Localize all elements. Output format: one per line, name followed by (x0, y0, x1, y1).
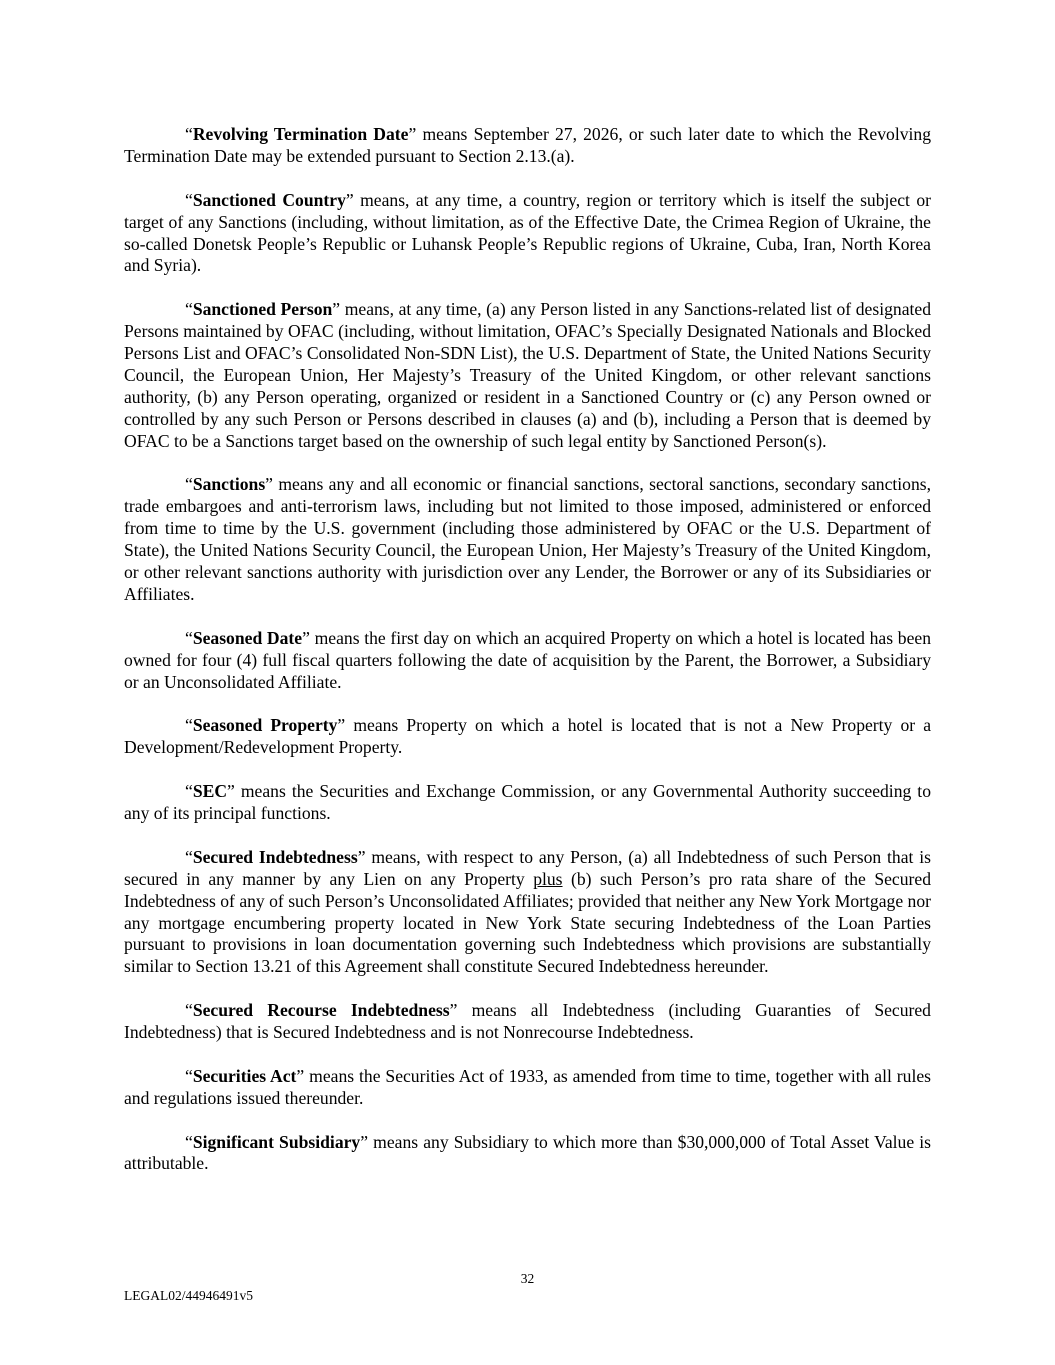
quote-open: “ (185, 781, 193, 802)
definition-sanctions (124, 474, 931, 605)
definition-text: means any and all economic or financial sanctions, sectoral sanctions, secondary sanctions, trade embargoes and anti-terrorism laws, including but not limited to those imposed, administered or enforced from time to time by the U.S. government (including those administered by OFAC or the U.S. Department of State), the United Nations Security Council, the European Union, Her Majesty’s Treasury of the United Kingdom, or other relevant sanctions authority with jurisdiction over any Lender, the Borrower or any of its Subsidiaries or Affiliates. (124, 474, 931, 604)
definition-sec (124, 781, 931, 825)
quote-open: “ (185, 627, 193, 648)
defined-term: Significant Subsidiary (192, 1131, 361, 1152)
definition-seasoned-property (124, 715, 931, 759)
quote-open: “ (185, 715, 193, 736)
quote-close: ” (332, 299, 341, 320)
quote-open: “ (185, 299, 193, 320)
defined-term: Secured Indebtedness (192, 846, 358, 867)
quote-close: ” (227, 781, 235, 802)
definition-securities-act (124, 1066, 931, 1110)
definition-text: means all Indebtedness (including Guaranties of Secured Indebtedness) that is Secured Indebtedness and is not Nonrecourse Indebtedness. (124, 1000, 931, 1043)
defined-term: Sanctions (192, 474, 266, 495)
definition-text: means the first day on which an acquired Property on which a hotel is located has been owned for four (4) full fiscal quarters following the date of acquisition by the Parent, the Borrower, a Subsidiary or an Unconsolidated Affiliate. (124, 627, 931, 692)
quote-close: ” (360, 1131, 369, 1152)
definition-revolving-termination-date (124, 124, 931, 168)
page-number: 32 (520, 1271, 535, 1286)
definition-text: means the Securities Act of 1933, as amended from time to time, together with all rules and regulations issued thereunder. (124, 1065, 931, 1108)
quote-close: ” (296, 1065, 305, 1086)
quote-close: ” (265, 474, 273, 495)
defined-term: Revolving Termination Date (192, 124, 409, 144)
definition-text: means any Subsidiary to which more than $30,000,000 of Total Asset Value is attributable. (124, 1131, 931, 1174)
definition-significant-subsidiary (124, 1132, 931, 1176)
quote-close: ” (337, 715, 346, 736)
definition-secured-recourse-indebtedness (124, 1000, 931, 1044)
quote-close: ” (302, 627, 310, 648)
defined-term: Securities Act (192, 1065, 297, 1086)
definition-secured-indebtedness (124, 847, 931, 978)
definition-sanctioned-person (124, 299, 931, 452)
quote-open: “ (185, 124, 193, 144)
definition-seasoned-date (124, 628, 931, 694)
quote-close: ” (345, 189, 354, 210)
defined-term: Sanctioned Country (192, 189, 346, 210)
definition-text: means September 27, 2026, or such later date to which the Revolving Termination Date may be extended pursuant to Section 2.13.(a). (124, 124, 932, 166)
definition-text: means Property on which a hotel is located that is not a New Property or a Development/Redevelopment Property. (124, 715, 931, 758)
quote-open: “ (185, 846, 193, 867)
page-body (124, 124, 931, 1197)
quote-close: ” (449, 1000, 458, 1021)
defined-term: Seasoned Date (192, 627, 303, 648)
quote-open: “ (185, 1131, 193, 1152)
quote-open: “ (185, 474, 193, 495)
quote-open: “ (185, 1065, 193, 1086)
definition-text: means, at any time, (a) any Person listed in any Sanctions-related list of designated Persons maintained by OFAC (including, without limitation, OFAC’s Specially Designated Nationals and Blocked Persons List and OFAC’s Consolidated Non-SDN List), the U.S. Department of State, the United Nations Security Council, the European Union, Her Majesty’s Treasury of the United Kingdom, or other relevant sanctions authority, (b) any Person operating, organized or resident in a Sanctioned Country or (c) any Person owned or controlled by any such Person or Persons described in clauses (a) and (b), including a Person that is deemed by OFAC to be a Sanctions target based on the ownership of such legal entity by Sanctioned Person(s). (124, 299, 931, 451)
underlined-word: plus (533, 868, 563, 889)
defined-term: Secured Recourse Indebtedness (192, 1000, 450, 1021)
definition-text: means, with respect to any Person, (a) all Indebtedness of such Person that is secured in any manner by any Lien on any Property (124, 846, 932, 889)
definition-text: means, at any time, a country, region or territory which is itself the subject or target of any Sanctions (including, without limitation, as of the Effective Date, the Crimea Region of Ukraine, the so-called Donetsk People’s Republic or Luhansk People’s Republic regions of Ukraine, Cuba, Iran, North Korea and Syria). (124, 189, 931, 276)
definition-text: means the Securities and Exchange Commission, or any Governmental Authority succeeding to any of its principal functions. (124, 781, 931, 823)
defined-term: SEC (192, 781, 228, 802)
defined-term: Sanctioned Person (192, 299, 333, 320)
definition-text-continued: (b) such Person’s pro rata share of the Secured Indebtedness of any of such Person’s Unconsolidated Affiliates; provided that neither any New York Mortgage nor any mortgage encumbering property located in New York State securing Indebtedness of the Loan Parties pursuant to provisions in loan documentation governing such Indebtedness which provisions are substantially similar to Section 13.21 of this Agreement shall constitute Secured Indebtedness hereunder. (124, 868, 931, 977)
quote-close: ” (357, 846, 366, 867)
quote-close: ” (408, 124, 417, 144)
defined-term: Seasoned Property (192, 715, 338, 736)
definition-sanctioned-country (124, 190, 931, 278)
quote-open: “ (185, 189, 193, 210)
document-id-footer: LEGAL02/44946491v5 (124, 1288, 253, 1303)
quote-open: “ (185, 1000, 193, 1021)
